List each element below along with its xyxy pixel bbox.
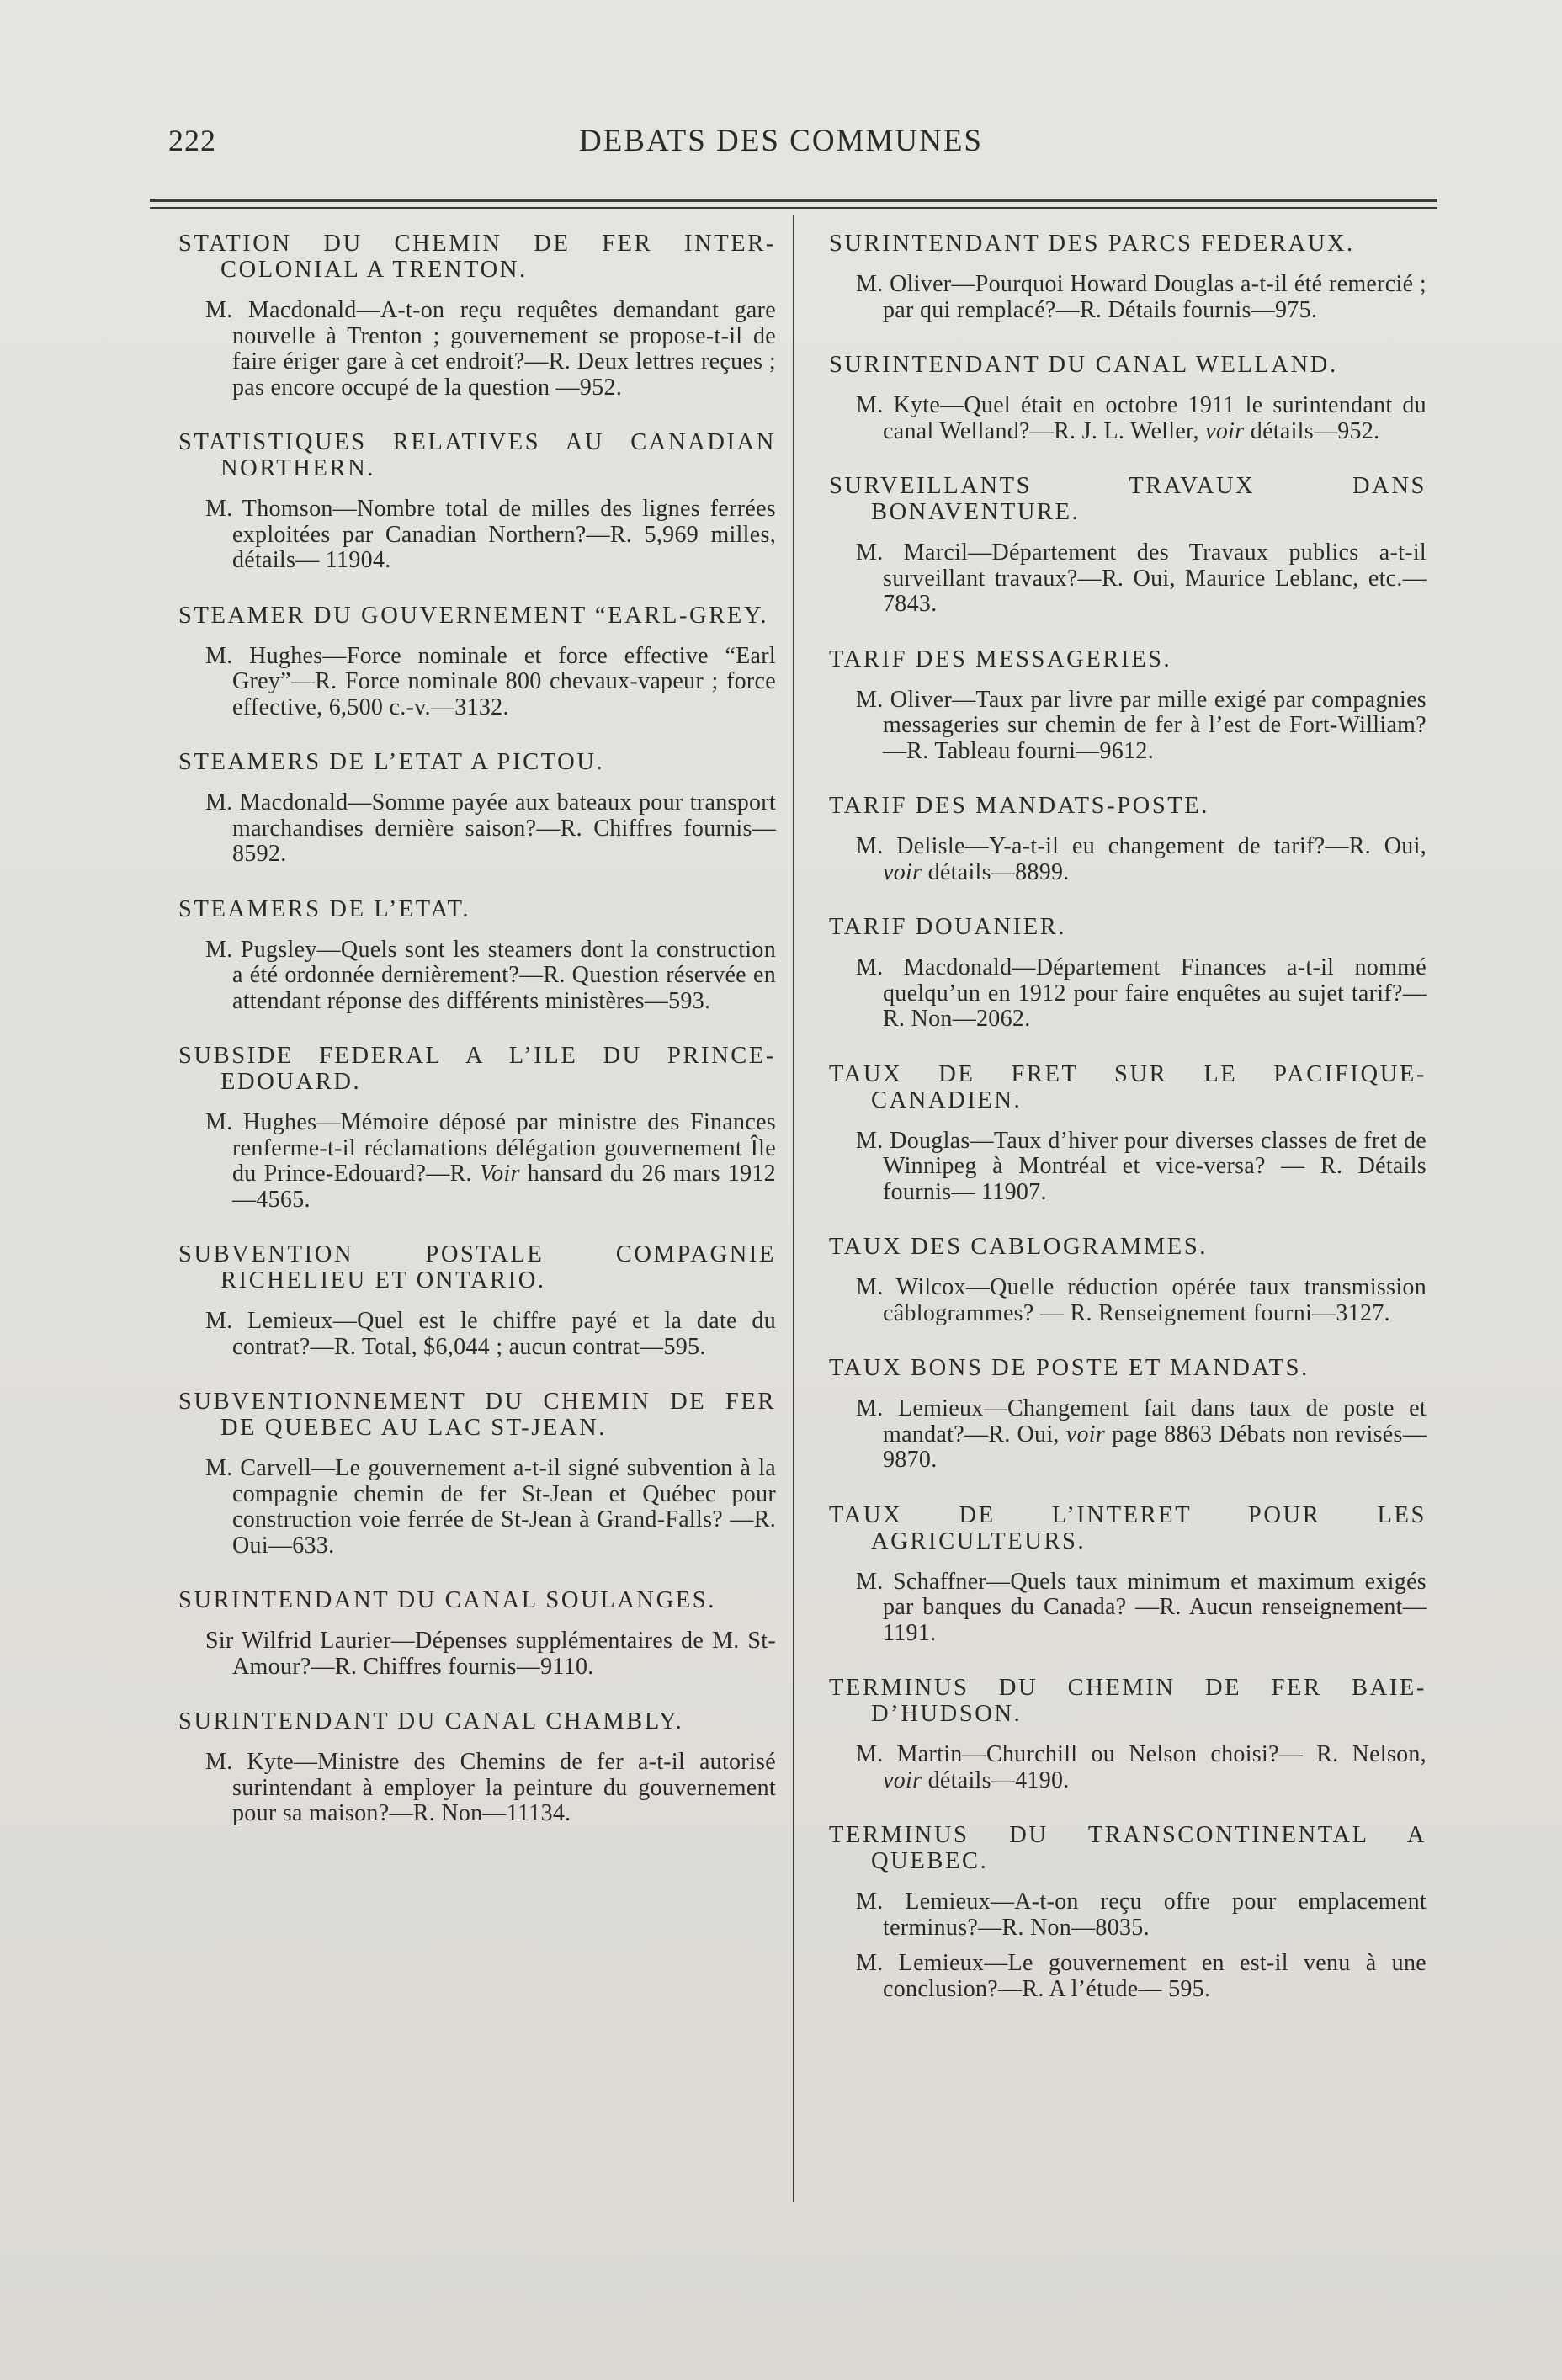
- entry-item: [856, 540, 1427, 618]
- entry-item: [856, 1275, 1427, 1326]
- entry-item: [856, 1742, 1427, 1793]
- item-text: M. Schaffner—Quels taux minimum et maximum exigés par banques du Canada? —R. Aucun renseignement—1191.: [856, 1568, 1427, 1646]
- index-entry: [178, 896, 776, 1015]
- index-entry: [178, 749, 776, 868]
- entry-heading: TARIF DES MANDATS-POSTE.: [829, 793, 1210, 819]
- index-entry: [829, 793, 1427, 885]
- index-entry: [829, 473, 1427, 618]
- index-entry: [829, 1822, 1427, 2002]
- entry-heading: STEAMERS DE L’ETAT A PICTOU.: [178, 749, 605, 775]
- entry-heading: STATION DU CHEMIN DE FER INTER-COLONIAL A TRENTON.: [178, 231, 776, 283]
- entry-heading: TAUX BONS DE POSTE ET MANDATS.: [829, 1355, 1310, 1381]
- entry-heading: TAUX DES CABLOGRAMMES.: [829, 1234, 1208, 1260]
- entry-item: [856, 1889, 1427, 1941]
- item-text: M. Marcil—Département des Travaux publics a-t-il surveillant travaux?—R. Oui, Maurice Leblanc, etc.—7843.: [856, 539, 1427, 617]
- entry-item: [205, 938, 776, 1015]
- item-text: M. Martin—Churchill ou Nelson choisi?— R. Nelson,: [856, 1741, 1427, 1767]
- entry-heading: TARIF DOUANIER.: [829, 914, 1067, 940]
- entry-heading: TERMINUS DU CHEMIN DE FER BAIE-D’HUDSON.: [829, 1675, 1427, 1727]
- index-entry: [829, 352, 1427, 444]
- item-text: M. Macdonald—Somme payée aux bateaux pour transport marchandises dernière saison?—R. Chiffres fournis—8592.: [205, 789, 776, 867]
- item-text: M. Lemieux—Le gouvernement en est-il venu à une conclusion?—R. A l’étude— 595.: [856, 1950, 1427, 2002]
- item-text: M. Oliver—Pourquoi Howard Douglas a-t-il été remercié ; par qui remplacé?—R. Détails fournis—975.: [856, 271, 1427, 323]
- item-text: M. Pugsley—Quels sont les steamers dont la construction a été ordonnée dernièrement?—R. Question réservée en attendant réponse des différents ministères—593.: [205, 936, 776, 1014]
- entry-item: [856, 1570, 1427, 1647]
- index-entry: [829, 914, 1427, 1033]
- item-text: M. Oliver—Taux par livre par mille exigé par compagnies messageries sur chemin de fer à l’est de Fort-William?—R. Tableau fourni—9612.: [856, 686, 1427, 764]
- entry-item: [856, 955, 1427, 1033]
- right-column: [829, 231, 1427, 2031]
- item-text: M. Lemieux—Changement fait dans taux de poste et mandat?—R. Oui,: [856, 1395, 1427, 1448]
- left-column: [178, 231, 776, 1856]
- index-entry: [178, 1043, 776, 1213]
- header-rule-thin: [150, 207, 1437, 209]
- index-entry: [178, 1587, 776, 1680]
- entry-item: [856, 1396, 1427, 1474]
- italic-reference: voir: [883, 858, 922, 885]
- index-entry: [178, 1241, 776, 1360]
- item-text: détails—8899.: [922, 858, 1070, 885]
- index-entry: [829, 1675, 1427, 1793]
- index-entry: [829, 646, 1427, 765]
- page-number: 222: [168, 124, 216, 157]
- index-entry: [829, 1234, 1427, 1326]
- index-entry: [178, 603, 776, 721]
- item-text: Sir Wilfrid Laurier—Dépenses supplémentaires de M. St-Amour?—R. Chiffres fournis—9110.: [205, 1628, 776, 1680]
- entry-heading: SUBVENTION POSTALE COMPAGNIE RICHELIEU ET ONTARIO.: [178, 1241, 776, 1294]
- entry-item: [856, 834, 1427, 885]
- index-entry: [829, 231, 1427, 323]
- column-divider: [793, 215, 794, 2202]
- entry-item: [205, 1110, 776, 1213]
- index-entry: [178, 1389, 776, 1559]
- item-text: M. Douglas—Taux d’hiver pour diverses classes de fret de Winnipeg à Montréal et vice-versa? — R. Détails fournis— 11907.: [856, 1127, 1427, 1205]
- item-text: M. Kyte—Ministre des Chemins de fer a-t-il autorisé surintendant à employer la peinture du gouvernement pour sa maison?—R. Non—11134.: [205, 1749, 776, 1826]
- entry-heading: SURINTENDANT DU CANAL CHAMBLY.: [178, 1708, 684, 1735]
- italic-reference: voir: [1205, 417, 1245, 444]
- item-text: M. Carvell—Le gouvernement a-t-il signé subvention à la compagnie chemin de fer St-Jean et Québec pour construction voie ferrée de St-Jean à Grand-Falls? —R. Oui—633.: [205, 1455, 776, 1559]
- header-rule: [150, 199, 1437, 202]
- item-text: M. Hughes—Mémoire déposé par ministre des Finances renferme-t-il réclamations délégation gouvernement Île du Prince-Edouard?—R.: [205, 1109, 776, 1187]
- italic-reference: voir: [883, 1766, 922, 1793]
- item-text: M. Macdonald—Département Finances a-t-il nommé quelqu’un en 1912 pour faire enquêtes au sujet tarif?—R. Non—2062.: [856, 954, 1427, 1032]
- italic-reference: voir: [1065, 1421, 1106, 1448]
- index-entry: [178, 429, 776, 574]
- item-text: détails—952.: [1244, 417, 1380, 444]
- entry-item: [205, 790, 776, 868]
- entry-heading: SURVEILLANTS TRAVAUX DANS BONAVENTURE.: [829, 473, 1427, 525]
- index-entry: [829, 1355, 1427, 1474]
- item-text: détails—4190.: [922, 1766, 1070, 1793]
- entry-item: [205, 1456, 776, 1559]
- index-entry: [178, 1708, 776, 1827]
- item-text: M. Lemieux—Quel est le chiffre payé et la date du contrat?—R. Total, $6,044 ; aucun contrat—595.: [205, 1308, 776, 1360]
- entry-heading: SURINTENDANT DES PARCS FEDERAUX.: [829, 231, 1355, 257]
- item-text: M. Delisle—Y-a-t-il eu changement de tarif?—R. Oui,: [856, 833, 1427, 859]
- entry-heading: TERMINUS DU TRANSCONTINENTAL A QUEBEC.: [829, 1822, 1427, 1874]
- running-head: DEBATS DES COMMUNES: [578, 124, 983, 158]
- entry-heading: SURINTENDANT DU CANAL WELLAND.: [829, 352, 1338, 378]
- item-text: hansard du 26 mars 1912—4565.: [232, 1161, 776, 1213]
- item-text: M. Lemieux—A-t-on reçu offre pour emplacement terminus?—R. Non—8035.: [856, 1889, 1427, 1941]
- entry-item: [205, 1628, 776, 1680]
- entry-heading: STEAMERS DE L’ETAT.: [178, 895, 471, 922]
- entry-heading: STATISTIQUES RELATIVES AU CANADIAN NORTHERN.: [178, 429, 776, 481]
- item-text: page 8863 Débats non revisés—9870.: [883, 1421, 1427, 1473]
- entry-heading: SURINTENDANT DU CANAL SOULANGES.: [178, 1587, 716, 1613]
- entry-heading: SUBSIDE FEDERAL A L’ILE DU PRINCE-EDOUARD.: [178, 1043, 776, 1095]
- entry-item: [205, 644, 776, 721]
- entry-heading: TAUX DE L’INTERET POUR LES AGRICULTEURS.: [829, 1501, 1427, 1554]
- entry-item: [856, 1951, 1427, 2002]
- entry-item: [856, 272, 1427, 323]
- entry-item: [856, 1129, 1427, 1206]
- entry-heading: STEAMER DU GOUVERNEMENT “EARL-GREY.: [178, 602, 769, 629]
- entry-item: [856, 688, 1427, 765]
- entry-heading: SUBVENTIONNEMENT DU CHEMIN DE FER DE QUEBEC AU LAC ST-JEAN.: [178, 1389, 776, 1441]
- entry-item: [205, 1309, 776, 1360]
- entry-item: [856, 393, 1427, 444]
- index-entry: [829, 1061, 1427, 1206]
- entry-item: [205, 1750, 776, 1827]
- item-text: M. Hughes—Force nominale et force effective “Earl Grey”—R. Force nominale 800 chevaux-vapeur ; force effective, 6,500 c.-v.—3132.: [205, 642, 776, 720]
- item-text: M. Wilcox—Quelle réduction opérée taux transmission câblogrammes? — R. Renseignement fourni—3127.: [856, 1274, 1427, 1326]
- entry-heading: TAUX DE FRET SUR LE PACIFIQUE-CANADIEN.: [829, 1060, 1427, 1113]
- entry-item: [205, 298, 776, 401]
- index-entry: [178, 231, 776, 401]
- item-text: M. Kyte—Quel était en octobre 1911 le surintendant du canal Welland?—R. J. L. Weller,: [856, 392, 1427, 444]
- entry-heading: TARIF DES MESSAGERIES.: [829, 645, 1172, 672]
- item-text: M. Macdonald—A-t-on reçu requêtes demandant gare nouvelle à Trenton ; gouvernement se propose-t-il de faire ériger gare à cet endroit?—R. Deux lettres reçues ; pas encore occupé de la question —952.: [205, 297, 776, 401]
- italic-reference: Voir: [479, 1161, 520, 1187]
- item-text: M. Thomson—Nombre total de milles des lignes ferrées exploitées par Canadian Northern?—R. 5,969 milles, détails— 11904.: [205, 496, 776, 573]
- entry-item: [205, 497, 776, 574]
- index-entry: [829, 1502, 1427, 1647]
